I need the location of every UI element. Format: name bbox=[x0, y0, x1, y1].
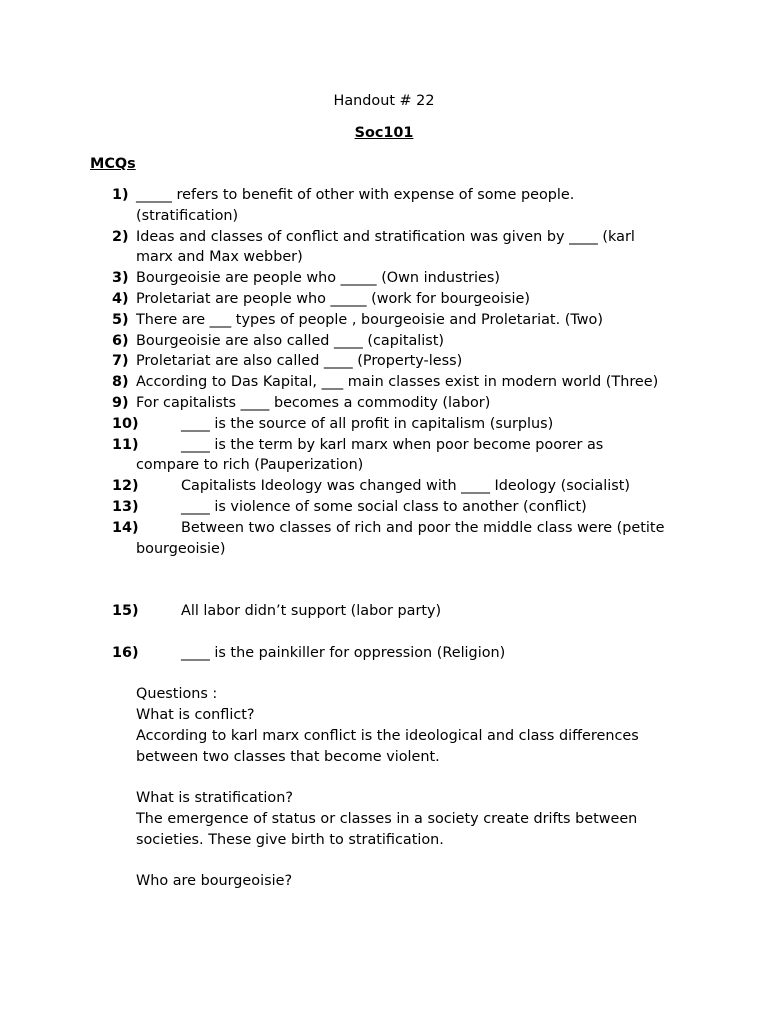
mcq-item bbox=[0, 331, 666, 352]
mcq-text: Between two classes of rich and poor the middle class were (petite bourgeoisie) bbox=[136, 519, 665, 557]
mcq-number: 9) bbox=[112, 394, 129, 411]
mcq-number: 7) bbox=[112, 353, 129, 370]
mcq-number: 1) bbox=[112, 187, 129, 203]
mcq-number: 14) bbox=[112, 519, 139, 536]
mcq-number: 11) bbox=[112, 436, 139, 453]
mcq-number: 2) bbox=[112, 228, 129, 245]
mcq-item bbox=[0, 476, 666, 497]
handout-title: Handout # 22 bbox=[333, 93, 435, 109]
mcq-item bbox=[0, 435, 666, 477]
mcq-item bbox=[0, 497, 666, 518]
mcq-item bbox=[0, 310, 666, 331]
questions-heading: Questions : bbox=[136, 686, 218, 703]
mcq-text: ____ is the source of all profit in capitalism (surplus) bbox=[181, 415, 554, 432]
mcq-heading: MCQs bbox=[90, 156, 136, 172]
mcq-text: Proletariat are people who _____ (work for bourgeoisie) bbox=[136, 290, 530, 307]
course-code: Soc101 bbox=[354, 125, 414, 141]
mcq-text: ____ is the painkiller for oppression (Religion) bbox=[181, 644, 506, 661]
mcq-text: For capitalists ____ becomes a commodity (labor) bbox=[136, 394, 491, 411]
mcq-text: ____ is the term by karl marx when poor become poorer as compare to rich (Pauperization) bbox=[136, 436, 604, 474]
mcq-item bbox=[0, 351, 666, 372]
mcq-item bbox=[0, 372, 666, 393]
mcq-number: 6) bbox=[112, 332, 129, 349]
mcq-number: 5) bbox=[112, 311, 129, 328]
mcq-number: 15) bbox=[112, 602, 139, 619]
mcq-item bbox=[0, 185, 666, 227]
mcq-text: Capitalists Ideology was changed with ____ Ideology (socialist) bbox=[181, 478, 630, 495]
mcq-item bbox=[0, 601, 666, 622]
mcq-item bbox=[0, 518, 666, 560]
questions-section bbox=[0, 684, 676, 892]
mcq-list bbox=[0, 185, 768, 892]
mcq-text: All labor didn’t support (labor party) bbox=[181, 602, 442, 619]
mcq-item bbox=[0, 268, 666, 289]
mcq-number: 3) bbox=[112, 270, 129, 287]
mcq-item bbox=[0, 414, 666, 435]
answer: The emergence of status or classes in a society create drifts between societies. These give birth to stratification. bbox=[136, 810, 638, 848]
question: What is stratification? bbox=[136, 790, 293, 807]
question: Who are bourgeoisie? bbox=[136, 873, 293, 890]
spacer bbox=[0, 559, 768, 601]
mcq-number: 8) bbox=[112, 374, 129, 391]
question: What is conflict? bbox=[136, 706, 255, 723]
mcq-item bbox=[0, 393, 666, 414]
spacer bbox=[0, 663, 768, 684]
mcq-text: Bourgeoisie are also called ____ (capitalist) bbox=[136, 332, 445, 349]
mcq-number: 10) bbox=[112, 415, 139, 432]
mcq-number: 12) bbox=[112, 478, 139, 495]
mcq-text: ____ is violence of some social class to another (conflict) bbox=[181, 498, 587, 515]
mcq-text: Proletariat are also called ____ (Property-less) bbox=[136, 353, 463, 370]
mcq-text: _____ refers to benefit of other with expense of some people. (stratification) bbox=[136, 187, 575, 224]
mcq-text: According to Das Kapital, ___ main classes exist in modern world (Three) bbox=[136, 374, 659, 391]
mcq-item bbox=[0, 227, 666, 269]
mcq-text: Ideas and classes of conflict and stratification was given by ____ (karl marx and Max webber) bbox=[136, 228, 635, 266]
mcq-text: There are ___ types of people , bourgeoisie and Proletariat. (Two) bbox=[136, 311, 603, 328]
mcq-item bbox=[0, 643, 666, 664]
mcq-item bbox=[0, 289, 666, 310]
mcq-number: 16) bbox=[112, 644, 139, 661]
spacer bbox=[136, 767, 676, 788]
spacer bbox=[136, 851, 676, 872]
mcq-number: 4) bbox=[112, 290, 129, 307]
mcq-text: Bourgeoisie are people who _____ (Own industries) bbox=[136, 270, 500, 287]
spacer bbox=[0, 622, 768, 643]
mcq-number: 13) bbox=[112, 498, 139, 515]
answer: According to karl marx conflict is the ideological and class differences between two classes that become violent. bbox=[136, 727, 639, 765]
